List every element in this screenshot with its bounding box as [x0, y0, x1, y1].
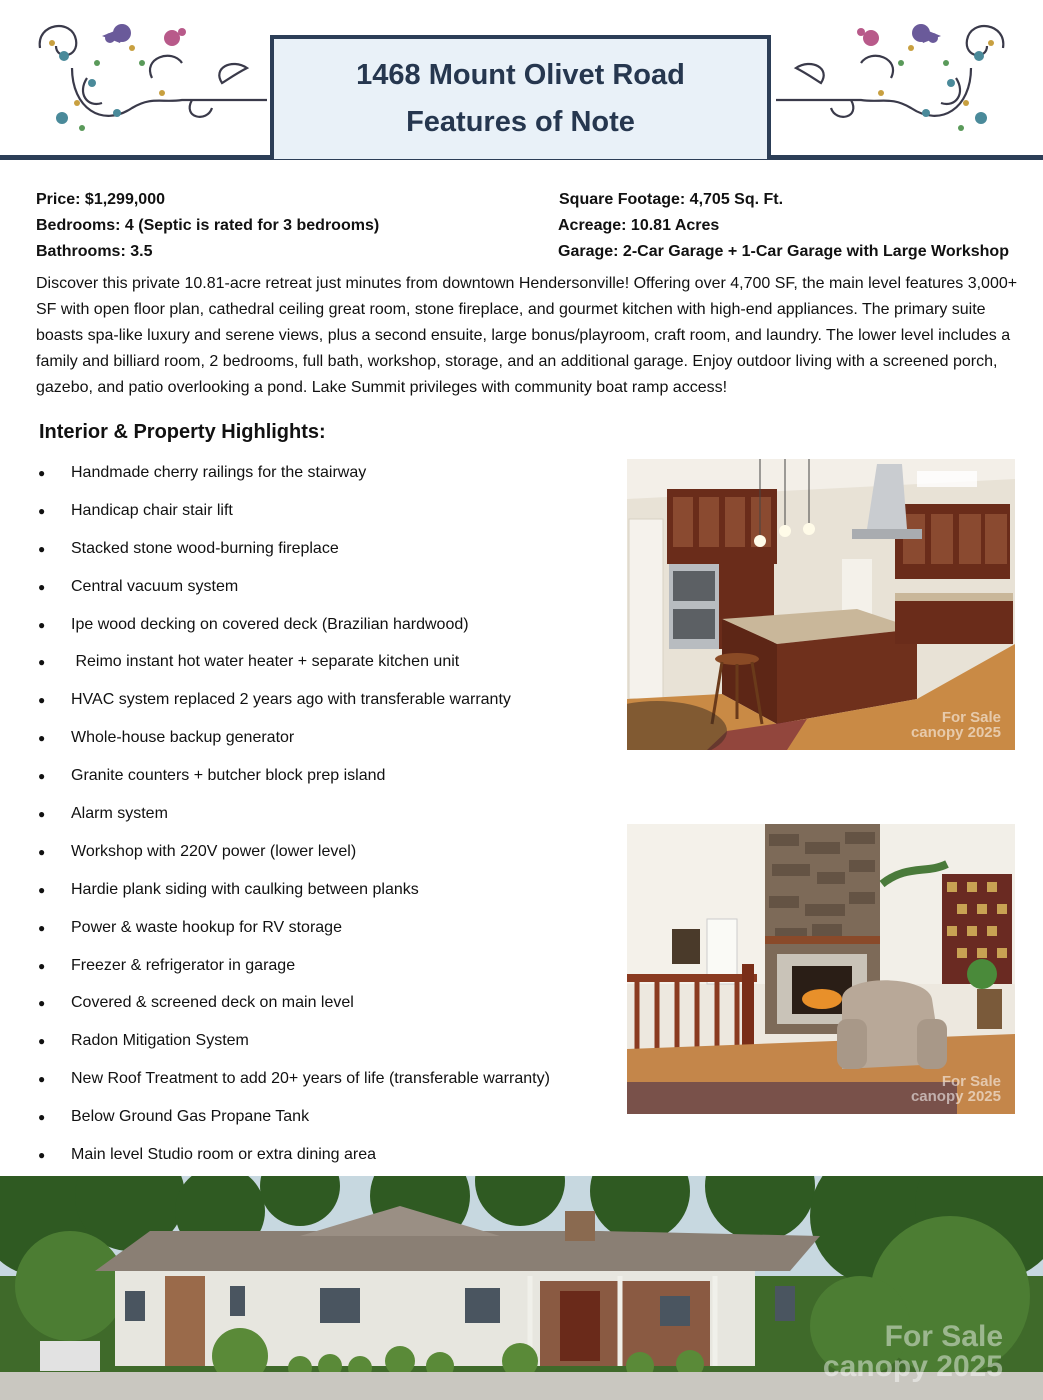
highlight-item [36, 757, 616, 795]
highlight-text: Stacked stone wood-burning fireplace [71, 539, 339, 557]
highlight-text: Granite counters + butcher block prep island [71, 767, 386, 785]
highlight-text: Main level Studio room or extra dining area [71, 1145, 377, 1163]
floral-ornament-right-icon [776, 8, 1011, 138]
bullet-icon: ● [38, 1034, 46, 1049]
bullet-icon: ● [38, 769, 46, 784]
bullet-icon: ● [38, 465, 46, 480]
bullet-icon: ● [38, 655, 46, 670]
highlight-item [36, 492, 616, 530]
highlight-text: Covered & screened deck on main level [71, 994, 354, 1012]
exterior-photo-watermark: For Sale canopy 2025 [822, 1320, 1003, 1383]
bullet-icon: ● [38, 617, 46, 632]
highlight-item [36, 795, 616, 833]
exterior-photo [0, 1176, 1043, 1400]
fact-garage: Garage: 2-Car Garage + 1-Car Garage with Large Workshop [558, 243, 1009, 260]
fact-acreage: Acreage: 10.81 Acres [558, 217, 720, 234]
bullet-icon: ● [38, 958, 46, 973]
fact-price: Price: $1,299,000 [36, 191, 165, 208]
kitchen-photo [627, 459, 1015, 750]
property-description: Discover this private 10.81-acre retreat just minutes from downtown Hendersonville! Offering over 4,700 SF, the main level features 3,000+ SF with open floor plan, cathedral ceiling great room, stone fireplace, and gourmet kitchen with high-end appliances. The primary suite boasts spa-like luxury and serene views, plus a second ensuite, large bonus/playroom, craft room, and laundry. The lower level includes a family and billiard room, 2 bedrooms, full bath, workshop, storage, and an additional garage. Enjoy outdoor living with a screened porch, gazebo, and patio overlooking a pond. Lake Summit privileges with community boat ramp access! [36, 275, 1018, 396]
highlight-text: Alarm system [71, 804, 168, 822]
highlight-text: Handicap chair stair lift [71, 501, 233, 519]
living-room-photo-watermark: For Sale canopy 2025 [910, 1073, 1001, 1105]
bullet-icon: ● [38, 882, 46, 897]
highlight-item [36, 833, 616, 871]
highlight-text: New Roof Treatment to add 20+ years of life (transferable warranty) [71, 1070, 550, 1088]
bullet-icon: ● [38, 731, 46, 746]
highlight-text: Radon Mitigation System [71, 1032, 249, 1050]
highlight-item [36, 530, 616, 568]
highlight-item [36, 1060, 616, 1098]
bullet-icon: ● [38, 579, 46, 594]
highlight-item [36, 1098, 616, 1136]
highlights-list [36, 454, 616, 1174]
highlight-item [36, 681, 616, 719]
highlight-text: Ipe wood decking on covered deck (Brazilian hardwood) [71, 615, 469, 633]
highlight-text: Below Ground Gas Propane Tank [71, 1108, 310, 1126]
bullet-icon: ● [38, 1147, 46, 1162]
bullet-icon: ● [38, 1110, 46, 1125]
kitchen-photo-watermark: For Sale canopy 2025 [910, 709, 1001, 741]
highlight-text: Reimo instant hot water heater + separate kitchen unit [71, 653, 460, 671]
highlight-item [36, 1136, 616, 1174]
highlight-item [36, 606, 616, 644]
bullet-icon: ● [38, 920, 46, 935]
highlight-item [36, 643, 616, 681]
highlight-text: Hardie plank siding with caulking between planks [71, 880, 419, 898]
fact-bedrooms: Bedrooms: 4 (Septic is rated for 3 bedrooms) [36, 217, 380, 234]
highlight-item [36, 871, 616, 909]
highlight-text: Central vacuum system [71, 577, 239, 595]
page-title-address: 1468 Mount Olivet Road [356, 59, 685, 91]
floral-ornament-left-icon [32, 8, 267, 138]
title-box [270, 35, 771, 159]
header [0, 0, 1043, 162]
bullet-icon: ● [38, 1072, 46, 1087]
highlight-item [36, 719, 616, 757]
highlight-text: Workshop with 220V power (lower level) [71, 842, 357, 860]
fact-square-footage: Square Footage: 4,705 Sq. Ft. [559, 191, 784, 208]
highlight-text: Power & waste hookup for RV storage [71, 918, 342, 936]
highlight-text: Freezer & refrigerator in garage [71, 956, 296, 974]
bullet-icon: ● [38, 693, 46, 708]
highlight-item [36, 947, 616, 985]
highlight-item [36, 1022, 616, 1060]
bullet-icon: ● [38, 541, 46, 556]
highlight-text: HVAC system replaced 2 years ago with transferable warranty [71, 691, 511, 709]
page-subtitle: Features of Note [406, 106, 635, 138]
bullet-icon: ● [38, 503, 46, 518]
bullet-icon: ● [38, 844, 46, 859]
highlight-item [36, 984, 616, 1022]
highlight-item [36, 909, 616, 947]
highlight-item [36, 454, 616, 492]
highlights-heading: Interior & Property Highlights: [39, 421, 326, 443]
highlight-item [36, 568, 616, 606]
living-room-photo [627, 824, 1015, 1114]
highlight-text: Whole-house backup generator [71, 729, 295, 747]
bullet-icon: ● [38, 806, 46, 821]
bullet-icon: ● [38, 996, 46, 1011]
fact-bathrooms: Bathrooms: 3.5 [36, 243, 153, 260]
highlight-text: Handmade cherry railings for the stairway [71, 463, 367, 481]
